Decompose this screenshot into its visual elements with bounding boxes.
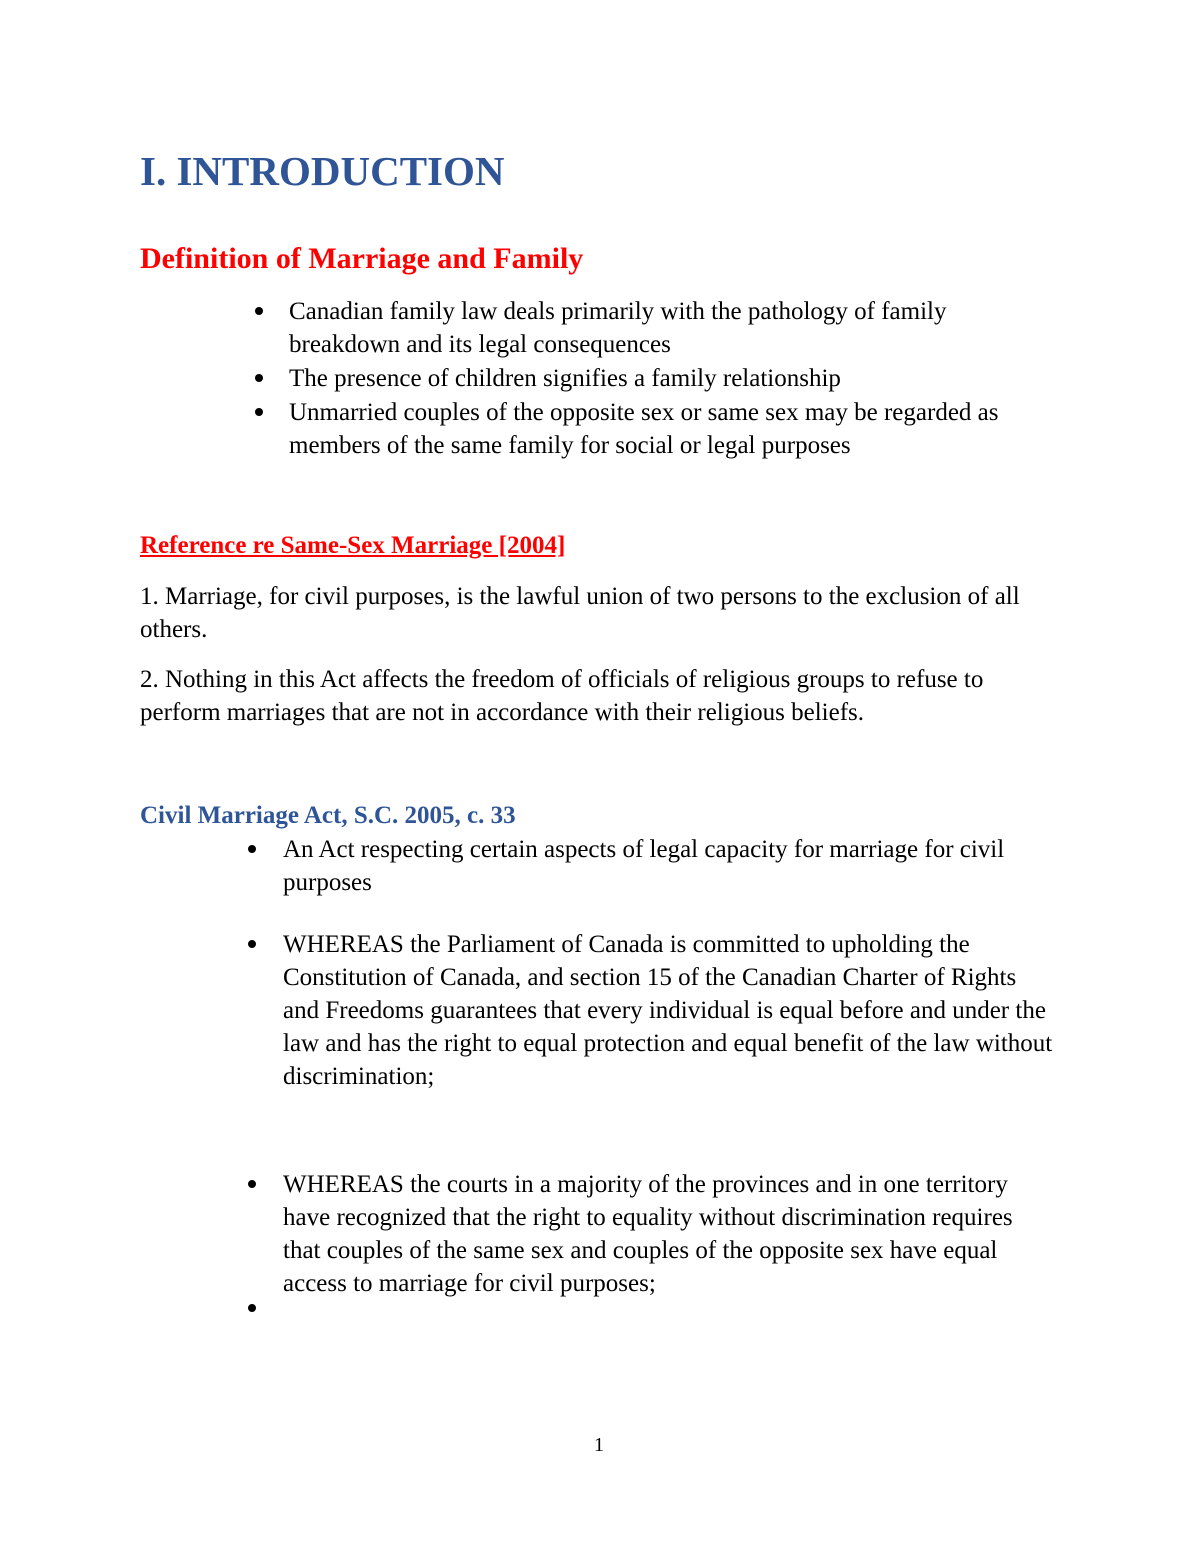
bullet-dot — [248, 845, 256, 853]
list-item: Unmarried couples of the opposite sex or same sex may be regarded as members of the same family for social or legal purposes — [289, 399, 999, 459]
page-heading: I. INTRODUCTION — [140, 148, 505, 194]
list-item: WHEREAS the courts in a majority of the provinces and in one territory have recognized that the right to equality without discrimination requires that couples of the same sex and couples of the opposite sex have equal access to marriage for civil purposes; — [283, 1171, 1013, 1297]
paragraph-2: 2. Nothing in this Act affects the freedom of officials of religious groups to refuse to perform marriages that are not in accordance with their religious beliefs. — [140, 666, 984, 726]
page-number: 1 — [594, 1434, 604, 1456]
bullet-dot — [255, 408, 263, 416]
section-title-civil-marriage-act: Civil Marriage Act, S.C. 2005, c. 33 — [140, 802, 516, 829]
list-item: The presence of children signifies a family relationship — [289, 365, 841, 392]
list-item: An Act respecting certain aspects of legal capacity for marriage for civil purposes — [283, 836, 1005, 896]
bullet-dot — [255, 307, 263, 315]
bullet-dot — [248, 1304, 256, 1312]
section-title-reference: Reference re Same-Sex Marriage [2004] — [140, 532, 566, 559]
paragraph-1: 1. Marriage, for civil purposes, is the lawful union of two persons to the exclusion of all others. — [140, 583, 1020, 643]
bullet-dot — [248, 940, 256, 948]
list-item: Canadian family law deals primarily with the pathology of family breakdown and its legal consequences — [289, 298, 947, 358]
bullet-dot — [255, 374, 263, 382]
bullet-dot — [248, 1180, 256, 1188]
list-item: WHEREAS the Parliament of Canada is committed to upholding the Constitution of Canada, and section 15 of the Canadian Charter of Rights and Freedoms guarantees that every individual is equal before and under the law and has the right to equal protection and equal benefit of the law without discrimination; — [283, 931, 1053, 1090]
section-title-definition: Definition of Marriage and Family — [140, 242, 584, 275]
